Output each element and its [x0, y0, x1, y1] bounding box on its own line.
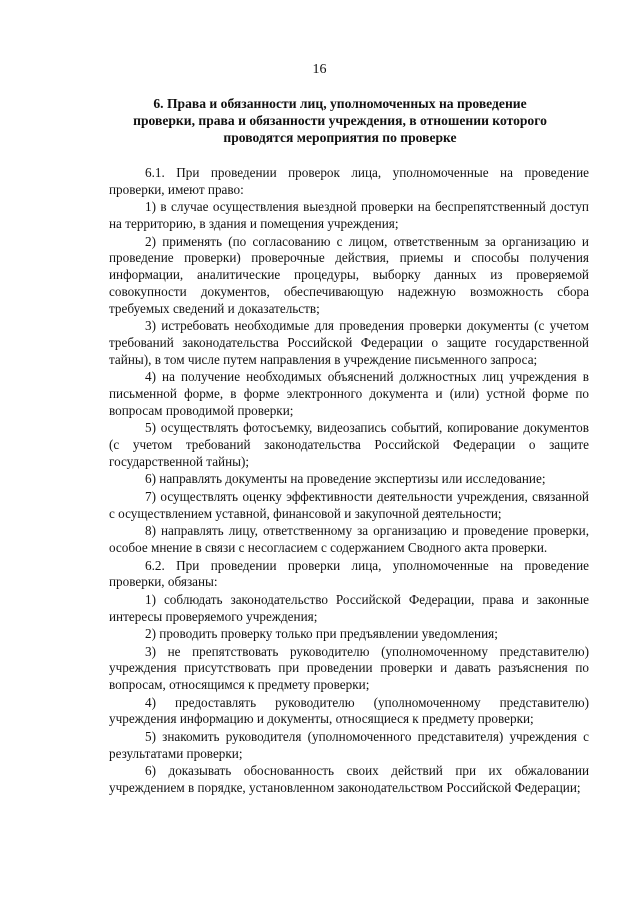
list-item-6-1-3: 3) истребовать необходимые для проведения проверки документы (с учетом требований законодательства Российской Федерации о защите государственной тайны), в том числе путем направления в учреждение письменного запроса;	[109, 318, 589, 367]
paragraph-6-2: 6.2. При проведении проверки лица, уполномоченные на проведение проверки, обязаны:	[109, 557, 589, 590]
heading-line: проводятся мероприятия по проверке	[223, 130, 457, 145]
list-item-6-1-4: 4) на получение необходимых объяснений должностных лиц учреждения в письменной форме, в форме электронного документа и (или) устной форме по вопросам проводимой проверки;	[109, 369, 589, 418]
list-item-6-1-8: 8) направлять лицу, ответственному за организацию и проведение проверки, особое мнение в связи с несогласием с содержанием Сводного акта проверки.	[109, 523, 589, 556]
document-body	[109, 165, 589, 797]
list-item-6-2-6: 6) доказывать обоснованность своих действий при их обжаловании учреждением в порядке, установленном законодательством Российской Федерации;	[109, 763, 589, 795]
list-item-6-1-6: 6) направлять документы на проведение экспертизы или исследование;	[145, 471, 546, 487]
list-item-6-1-5: 5) осуществлять фотосъемку, видеозапись событий, копирование документов (с учетом требований законодательства Российской Федерации о защите государственной тайны);	[109, 420, 589, 469]
list-item-6-2-4: 4) предоставлять руководителю (уполномоченному представителю) учреждения информацию и документы, относящиеся к предмету проверки;	[109, 694, 589, 727]
list-item-6-1-1: 1) в случае осуществления выездной проверки на беспрепятственный доступ на территорию, в здания и помещения учреждения;	[109, 199, 589, 232]
page-number: 16	[312, 62, 327, 77]
list-item-6-2-1: 1) соблюдать законодательство Российской Федерации, права и законные интересы проверяемого учреждения;	[109, 591, 589, 624]
heading-line: 6. Права и обязанности лиц, уполномоченных на проведение	[153, 96, 527, 111]
list-item-6-1-7: 7) осуществлять оценку эффективности деятельности учреждения, связанной с осуществлением уставной, финансовой и закупочной деятельности;	[109, 488, 589, 521]
section-heading	[120, 95, 560, 146]
list-item-6-2-5: 5) знакомить руководителя (уполномоченного представителя) учреждения с результатами проверки;	[109, 728, 589, 761]
heading-line: проверки, права и обязанности учреждения, в отношении которого	[133, 113, 547, 128]
paragraph-6-1: 6.1. При проведении проверок лица, уполномоченные на проведение проверки, имеют право:	[109, 165, 589, 197]
list-item-6-1-2: 2) применять (по согласованию с лицом, ответственным за организацию и проведение проверки) проверочные действия, приемы и способы получения информации, аналитические процедуры, выборку данных из проверяемой совокупности документов, обеспечивающую надежную возможность сбора требуемых сведений и доказательств;	[109, 233, 589, 316]
list-item-6-2-3: 3) не препятствовать руководителю (уполномоченному представителю) учреждения присутствовать при проведении проверки и давать разъяснения по вопросам, относящимся к предмету проверки;	[109, 643, 589, 693]
list-item-6-2-2: 2) проводить проверку только при предъявлении уведомления;	[145, 626, 498, 642]
